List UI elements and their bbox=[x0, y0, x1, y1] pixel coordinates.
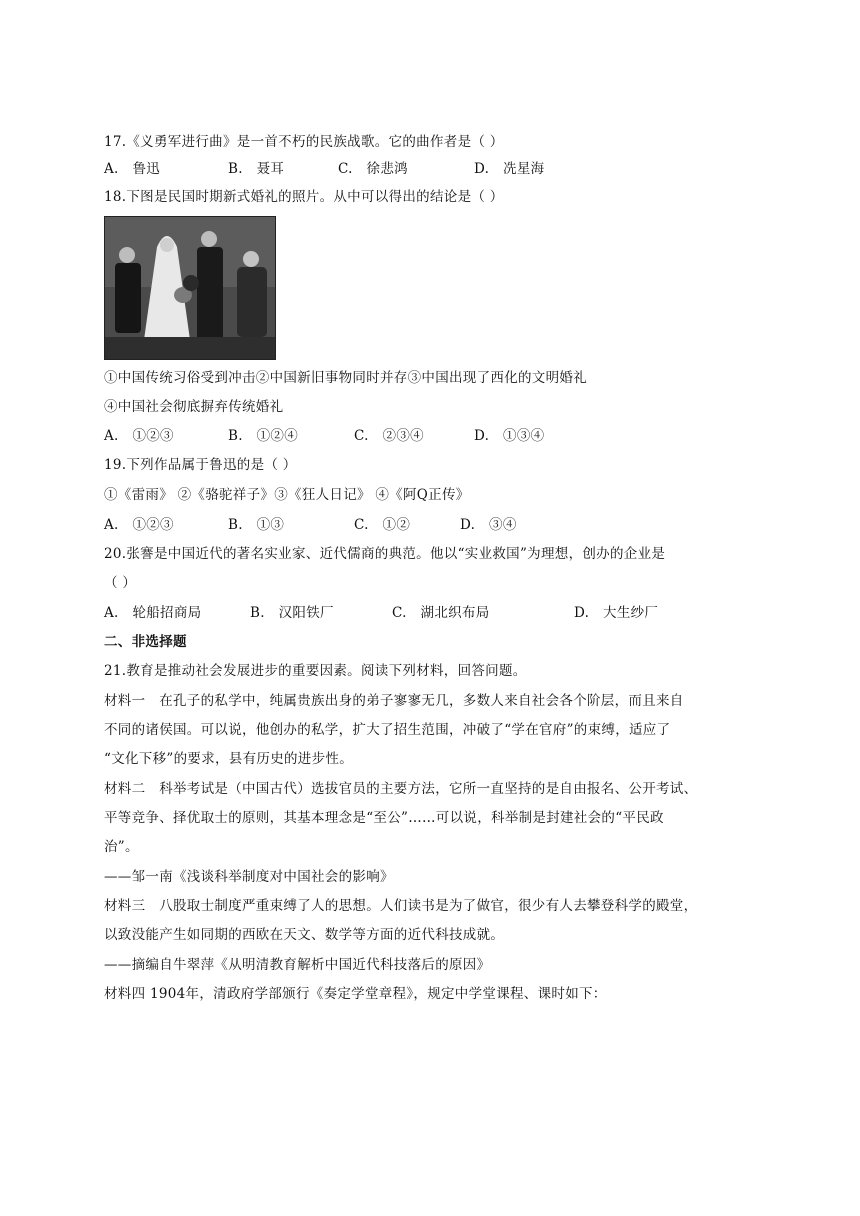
material-2-line-1: 材料二 科举考试是（中国古代）选拔官员的主要方法，它所一直坚持的是自由报名、公开考试、 bbox=[104, 781, 698, 797]
q17-option-a: A. 鲁迅 bbox=[104, 161, 161, 177]
q20-option-b: B. 汉阳铁厂 bbox=[250, 605, 334, 621]
q20-stem-2: （ ） bbox=[104, 575, 137, 591]
material-2-source: ——邹一南《浅谈科举制度对中国社会的影响》 bbox=[104, 869, 394, 885]
material-4-line-1: 材料四 1904年，清政府学部颁行《奏定学堂章程》，规定中学堂课程、课时如下： bbox=[104, 986, 607, 1002]
q17-stem: 17.《义勇军进行曲》是一首不朽的民族战歌。它的曲作者是（ ） bbox=[104, 134, 504, 150]
q18-stem: 18.下图是民国时期新式婚礼的照片。从中可以得出的结论是（ ） bbox=[104, 189, 504, 205]
q17-option-d: D. 冼星海 bbox=[474, 161, 545, 177]
q20-option-a: A. 轮船招商局 bbox=[104, 605, 202, 621]
q18-option-b: B. ①②④ bbox=[228, 428, 299, 444]
q19-option-c: C. ①② bbox=[354, 517, 411, 533]
q18-option-d: D. ①③④ bbox=[474, 428, 545, 444]
q19-option-b: B. ①③ bbox=[228, 517, 285, 533]
material-1-line-2: 不同的诸侯国。可以说，他创办的私学，扩大了招生范围，冲破了“学在官府”的束缚，适应了 bbox=[104, 722, 671, 738]
material-3-source: ——摘编自牛翠萍《从明清教育解析中国近代科技落后的原因》 bbox=[104, 957, 491, 973]
q20-option-d: D. 大生纱厂 bbox=[574, 605, 659, 621]
q19-works: ①《雷雨》 ②《骆驼祥子》③《狂人日记》 ④《阿Q正传》 bbox=[104, 487, 470, 503]
q18-statements-1: ①中国传统习俗受到冲击②中国新旧事物同时并存③中国出现了西化的文明婚礼 bbox=[104, 370, 587, 386]
q20-option-c: C. 湖北织布局 bbox=[392, 605, 490, 621]
q17-option-b: B. 聂耳 bbox=[228, 161, 285, 177]
material-3-line-1: 材料三 八股取士制度严重束缚了人的思想。人们读书是为了做官，很少有人去攀登科学的殿堂， bbox=[104, 898, 698, 914]
q19-option-a: A. ①②③ bbox=[104, 517, 174, 533]
q18-option-a: A. ①②③ bbox=[104, 428, 174, 444]
q20-stem-1: 20.张謇是中国近代的著名实业家、近代儒商的典范。他以“实业救国”为理想，创办的企业是 bbox=[104, 546, 666, 562]
section-heading: 二、非选择题 bbox=[104, 634, 187, 650]
q21-stem: 21.教育是推动社会发展进步的重要因素。阅读下列材料，回答问题。 bbox=[104, 663, 527, 679]
q18-statements-2: ④中国社会彻底摒弃传统婚礼 bbox=[104, 399, 284, 415]
q19-stem: 19.下列作品属于鲁迅的是（ ） bbox=[104, 457, 297, 473]
material-1-line-1: 材料一 在孔子的私学中，纯属贵族出身的弟子寥寥无几，多数人来自社会各个阶层，而且来自 bbox=[104, 693, 684, 709]
material-1-line-3: “文化下移”的要求，县有历史的进步性。 bbox=[104, 751, 354, 767]
q17-option-c: C. 徐悲鸿 bbox=[338, 161, 408, 177]
material-2-line-3: 治”。 bbox=[104, 839, 139, 855]
wedding-photo bbox=[104, 216, 276, 360]
q18-option-c: C. ②③④ bbox=[354, 428, 424, 444]
q19-option-d: D. ③④ bbox=[460, 517, 517, 533]
material-3-line-2: 以致没能产生如同期的西欧在天文、数学等方面的近代科技成就。 bbox=[104, 927, 505, 943]
material-2-line-2: 平等竞争、择优取士的原则，其基本理念是“至公”……可以说，科举制是封建社会的“平民政 bbox=[104, 810, 664, 826]
